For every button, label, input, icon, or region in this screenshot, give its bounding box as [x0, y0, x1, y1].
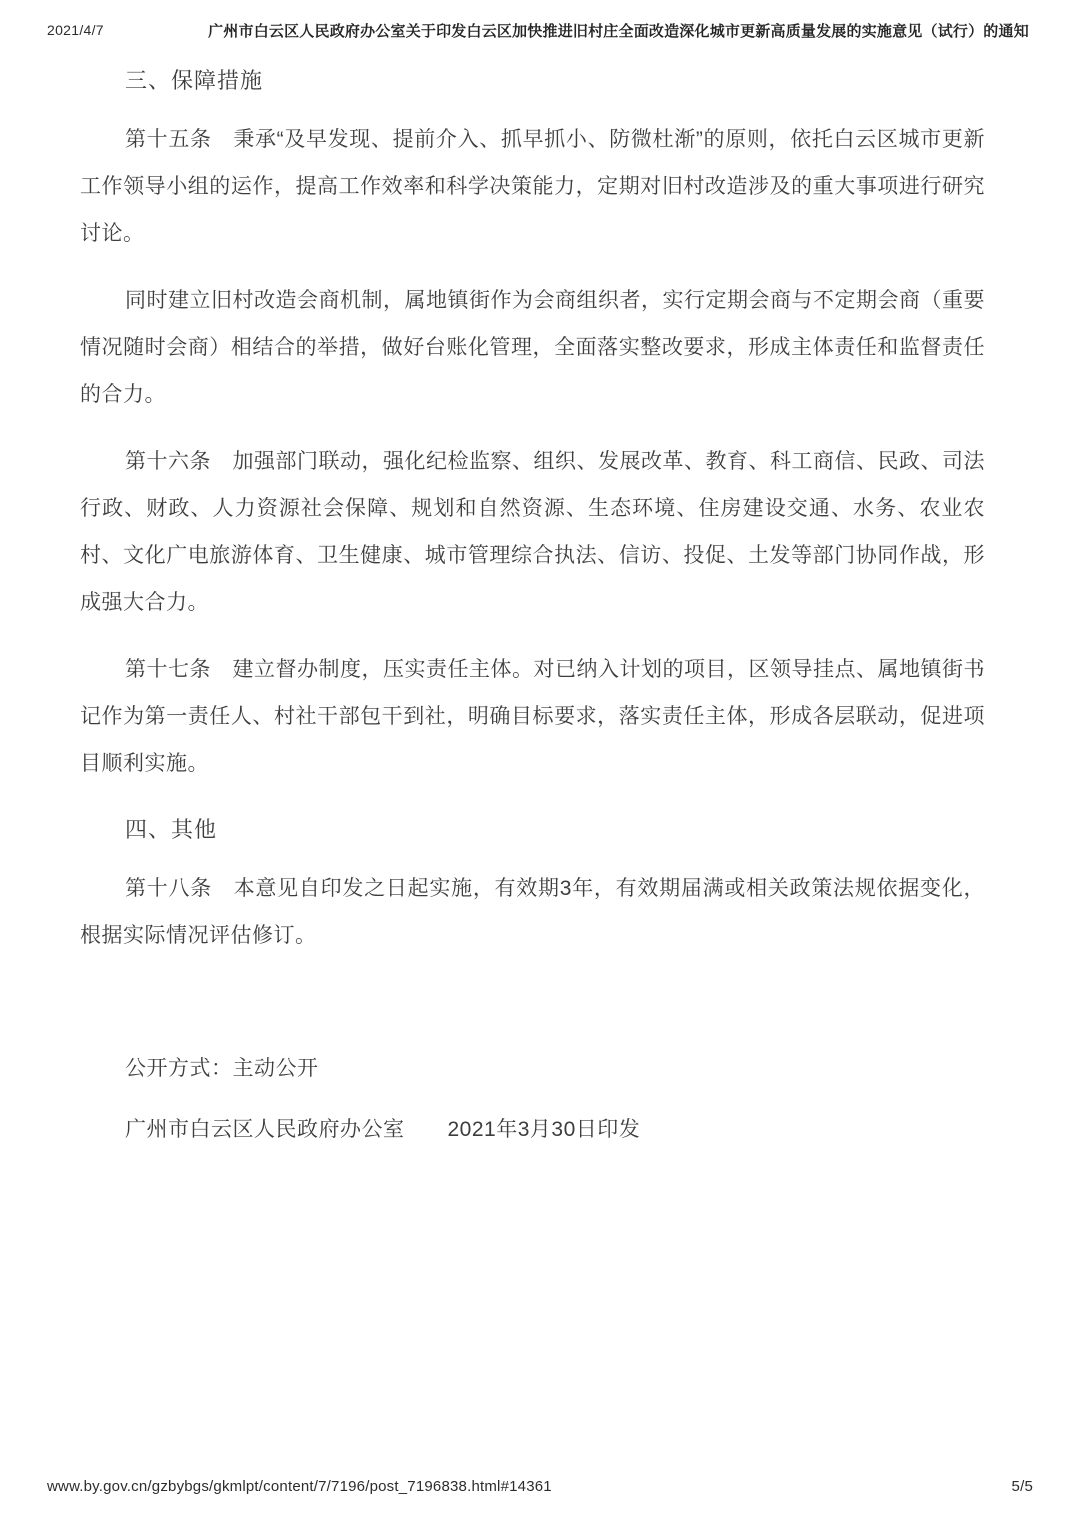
page-number: 5/5 — [1011, 1478, 1033, 1495]
print-header — [0, 0, 1080, 42]
article-15-paragraph-continued: 同时建立旧村改造会商机制，属地镇街作为会商组织者，实行定期会商与不定期会商（重要情况随时会商）相结合的举措，做好台账化管理，全面落实整改要求，形成主体责任和监督责任的合力。 — [80, 289, 985, 406]
section-heading-safeguards: 三、保障措施 — [125, 68, 264, 93]
source-url: www.by.gov.cn/gzbybgs/gkmlpt/content/7/7196/post_7196838.html#14361 — [47, 1478, 552, 1495]
print-date: 2021/4/7 — [47, 22, 104, 38]
publicity-method-line: 公开方式：主动公开 — [125, 1057, 319, 1080]
article-15-paragraph: 第十五条 秉承“及早发现、提前介入、抓早抓小、防微杜渐”的原则，依托白云区城市更新工作领导小组的运作，提高工作效率和科学决策能力，定期对旧村改造涉及的重大事项进行研究讨论。 — [80, 128, 985, 245]
issuance-line: 广州市白云区人民政府办公室 2021年3月30日印发 — [125, 1118, 641, 1141]
document-title: 广州市白云区人民政府办公室关于印发白云区加快推进旧村庄全面改造深化城市更新高质量发展的实施意见（试行）的通知 — [208, 23, 1029, 40]
article-16-paragraph: 第十六条 加强部门联动，强化纪检监察、组织、发展改革、教育、科工商信、民政、司法行政、财政、人力资源社会保障、规划和自然资源、生态环境、住房建设交通、水务、农业农村、文化广电旅游体育、卫生健康、城市管理综合执法、信访、投促、土发等部门协同作战，形成强大合力。 — [80, 450, 985, 614]
article-18-paragraph: 第十八条 本意见自印发之日起实施，有效期3年，有效期届满或相关政策法规依据变化，根据实际情况评估修订。 — [80, 877, 985, 947]
article-17-paragraph: 第十七条 建立督办制度，压实责任主体。对已纳入计划的项目，区领导挂点、属地镇街书记作为第一责任人、村社干部包干到社，明确目标要求，落实责任主体，形成各层联动，促进项目顺利实施。 — [80, 658, 985, 775]
document-body — [80, 66, 985, 1153]
section-heading-other: 四、其他 — [125, 817, 218, 842]
print-footer — [47, 1478, 1033, 1495]
